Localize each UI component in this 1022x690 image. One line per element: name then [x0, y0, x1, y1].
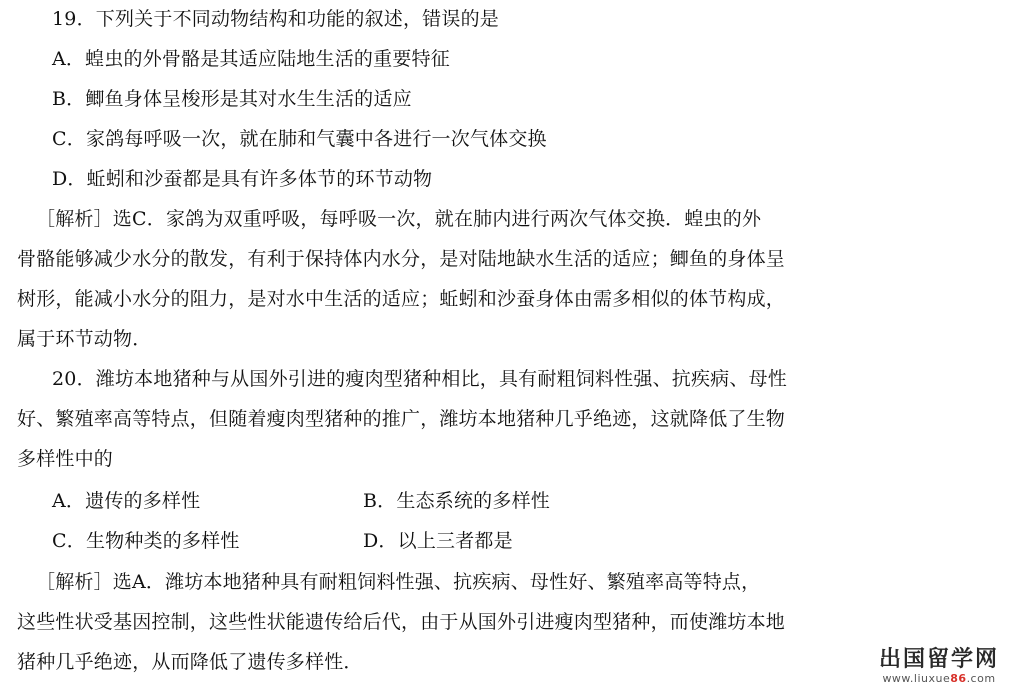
watermark-title: 出国留学网 [878, 647, 999, 672]
question-20-option-a: A．遗传的多样性 [52, 490, 201, 512]
question-20-analysis-line-2: 这些性状受基因控制，这些性状能遗传给后代，由于从国外引进瘦肉型猪种，而使潍坊本地 [17, 611, 786, 633]
question-19-option-d: D．蚯蚓和沙蚕都是具有许多体节的环节动物 [52, 168, 433, 190]
question-20-option-d: D．以上三者都是 [363, 530, 513, 552]
question-19-analysis-line-2: 骨骼能够减少水分的散发，有利于保持体内水分，是对陆地缺水生活的适应；鲫鱼的身体呈 [17, 248, 786, 270]
question-19-stem: 19．下列关于不同动物结构和功能的叙述，错误的是 [52, 8, 499, 30]
question-20-stem-line-3: 多样性中的 [17, 448, 114, 470]
question-19-option-c: C．家鸽每呼吸一次，就在肺和气囊中各进行一次气体交换 [52, 128, 547, 150]
question-20-option-b: B．生态系统的多样性 [363, 490, 550, 512]
site-watermark [864, 648, 1014, 688]
watermark-url [864, 672, 1014, 685]
question-20-analysis-line-3: 猪种几乎绝迹，从而降低了遗传多样性． [17, 651, 363, 673]
watermark-url-suffix: .com [966, 672, 996, 685]
watermark-url-accent: 86 [950, 672, 967, 685]
question-19-analysis-line-3: 树形，能减小水分的阻力，是对水中生活的适应；蚯蚓和沙蚕身体由需多相似的体节构成， [17, 288, 786, 310]
question-20-stem-line-1: 20．潍坊本地猪种与从国外引进的瘦肉型猪种相比，具有耐粗饲料性强、抗疾病、母性 [52, 368, 787, 390]
question-19-option-a: A．蝗虫的外骨骼是其适应陆地生活的重要特征 [52, 48, 450, 70]
question-19-analysis-line-1: ［解析］选C．家鸽为双重呼吸，每呼吸一次，就在肺内进行两次气体交换．蝗虫的外 [36, 208, 762, 230]
watermark-url-prefix: www.liuxue [882, 672, 951, 685]
question-19-option-b: B．鲫鱼身体呈梭形是其对水生生活的适应 [52, 88, 412, 110]
question-19-analysis-line-4: 属于环节动物． [17, 328, 152, 350]
question-20-stem-line-2: 好、繁殖率高等特点，但随着瘦肉型猪种的推广，潍坊本地猪种几乎绝迹，这就降低了生物 [17, 408, 786, 430]
question-20-analysis-line-1: ［解析］选A．潍坊本地猪种具有耐粗饲料性强、抗疾病、母性好、繁殖率高等特点， [36, 571, 761, 593]
question-20-option-c: C．生物种类的多样性 [52, 530, 240, 552]
